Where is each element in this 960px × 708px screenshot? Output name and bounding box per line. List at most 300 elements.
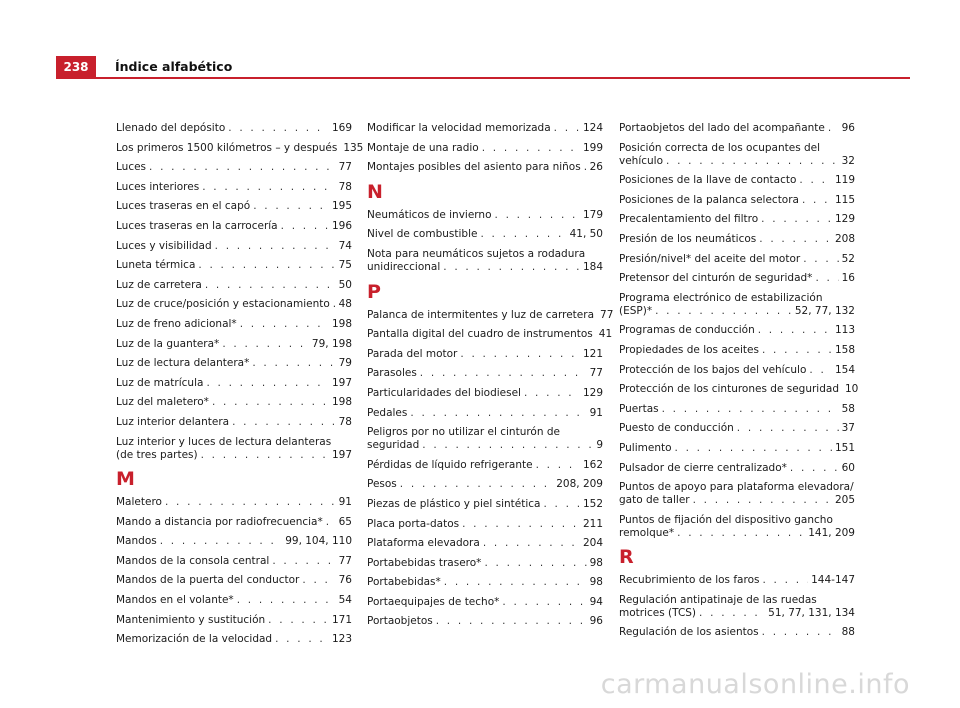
entry-pages: 77 <box>338 554 352 567</box>
entry-text: Programas de conducción <box>619 324 755 337</box>
index-entry <box>116 141 364 155</box>
dot-leader <box>502 596 586 609</box>
entry-text: Mandos en el volante* <box>116 594 234 607</box>
entry-line <box>367 518 603 531</box>
index-entry <box>619 142 855 168</box>
entry-text-first-line: Luz interior y luces de lectura delanteras <box>116 435 332 448</box>
index-entry <box>367 228 603 241</box>
dot-leader <box>201 449 329 462</box>
dot-leader <box>240 318 329 331</box>
entry-text: Regulación de los asientos <box>619 626 759 639</box>
entry-line <box>619 462 855 475</box>
entry-pages: 195 <box>331 200 352 213</box>
entry-pages: 78 <box>338 415 352 428</box>
entry-line <box>619 344 855 357</box>
dot-leader <box>799 174 832 187</box>
entry-line <box>367 615 603 628</box>
entry-line <box>116 161 352 174</box>
entry-text: remolque* <box>619 526 675 539</box>
entry-pages: 96 <box>589 615 603 628</box>
entry-pages: 88 <box>841 626 855 639</box>
index-entry <box>619 344 855 357</box>
entry-text: Recubrimiento de los faros <box>619 574 760 587</box>
index-entry <box>367 478 603 491</box>
index-entry <box>116 279 352 292</box>
entry-pages: 41, 50 <box>569 228 603 241</box>
index-column-2 <box>367 122 614 635</box>
index-entry <box>116 416 352 429</box>
entry-pages: 204 <box>582 537 603 550</box>
entry-pages: 77 <box>589 367 603 380</box>
dot-leader <box>302 574 335 587</box>
entry-pages: 129 <box>834 213 855 226</box>
entry-line <box>619 253 855 266</box>
entry-line <box>116 141 364 155</box>
entry-text: Propiedades de los aceites <box>619 343 759 356</box>
entry-pages: 75 <box>338 259 352 272</box>
watermark: carmanualsonline.info <box>600 669 910 700</box>
entry-pages: 121 <box>582 347 603 360</box>
entry-text: Pulimento <box>619 441 672 454</box>
section-letter: M <box>116 468 135 491</box>
entry-text: Precalentamiento del filtro <box>619 213 759 226</box>
entry-pages: 32 <box>841 154 855 167</box>
entry-line <box>116 357 352 370</box>
dot-leader <box>815 272 838 285</box>
dot-leader <box>272 555 335 568</box>
index-entry <box>619 626 855 639</box>
entry-pages: 79 <box>338 357 352 370</box>
dot-leader <box>584 161 587 174</box>
dot-leader <box>666 155 839 168</box>
dot-leader <box>268 614 329 627</box>
section-letter: P <box>367 280 381 303</box>
entry-text: Mandos de la puerta del conductor <box>116 574 300 587</box>
dot-leader <box>809 364 832 377</box>
entry-pages: 179 <box>582 208 603 221</box>
entry-text: Mandos de la consola central <box>116 554 270 567</box>
entry-text: Nivel de combustible <box>367 228 478 241</box>
entry-text: Portabebidas* <box>367 576 441 589</box>
entry-text-first-line: Puntos de apoyo para plataforma elevadora/ <box>619 481 854 494</box>
dot-leader <box>761 213 832 226</box>
entry-line <box>367 367 603 380</box>
index-entry <box>367 557 603 570</box>
entry-pages: 98 <box>589 556 603 569</box>
entry-pages: 135 <box>343 141 364 154</box>
index-entry <box>619 403 855 416</box>
entry-text: (de tres partes) <box>116 448 198 461</box>
index-entry <box>619 213 855 226</box>
entry-pages: 9 <box>596 439 603 452</box>
entry-line <box>619 607 855 620</box>
entry-line <box>116 633 352 646</box>
entry-line <box>619 422 855 435</box>
dot-leader <box>483 537 580 550</box>
entry-pages: 77 <box>600 308 614 321</box>
index-entry <box>116 181 352 194</box>
entry-line <box>367 439 603 452</box>
dot-leader <box>790 462 839 475</box>
entry-pages: 197 <box>331 376 352 389</box>
entry-text: Neumáticos de invierno <box>367 208 492 221</box>
index-entry <box>367 518 603 531</box>
entry-line <box>116 338 352 351</box>
dot-leader <box>206 377 329 390</box>
dot-leader <box>422 439 593 452</box>
dot-leader <box>662 403 839 416</box>
index-entry <box>116 516 352 529</box>
entry-pages: 198 <box>331 317 352 330</box>
entry-pages: 65 <box>338 515 352 528</box>
index-entry <box>367 407 603 420</box>
entry-pages: 199 <box>582 141 603 154</box>
entry-pages: 94 <box>589 595 603 608</box>
entry-line <box>116 279 352 292</box>
entry-text: Luz interior delantera <box>116 415 230 428</box>
dot-leader <box>400 478 553 491</box>
entry-line <box>619 383 859 396</box>
entry-text: Maletero <box>116 496 162 509</box>
index-entry <box>367 142 603 155</box>
index-entry <box>116 633 352 646</box>
dot-leader <box>737 422 839 435</box>
entry-text: gato de taller <box>619 494 690 507</box>
entry-text: Portaequipajes de techo* <box>367 595 500 608</box>
entry-text: Pedales <box>367 406 408 419</box>
entry-text: (ESP)* <box>619 304 653 317</box>
entry-text: Puesto de conducción <box>619 422 734 435</box>
section-letter: N <box>367 180 383 203</box>
dot-leader <box>758 324 832 337</box>
entry-pages: 113 <box>834 324 855 337</box>
entry-line <box>116 259 352 272</box>
entry-text: Pantalla digital del cuadro de instrumentos <box>367 328 593 341</box>
index-entry <box>116 357 352 370</box>
entry-text: Puertas <box>619 402 659 415</box>
entry-line <box>367 308 614 322</box>
entry-pages: 78 <box>338 180 352 193</box>
entry-pages: 198 <box>331 396 352 409</box>
dot-leader <box>160 535 282 548</box>
entry-text: motrices (TCS) <box>619 606 697 619</box>
entry-text: Portaobjetos <box>367 615 433 628</box>
entry-text: Plataforma elevadora <box>367 537 480 550</box>
index-entry <box>619 122 855 135</box>
index-entry <box>116 535 352 548</box>
index-entry <box>619 292 855 318</box>
entry-pages: 162 <box>582 458 603 471</box>
entry-line <box>619 305 855 318</box>
entry-text: Pulsador de cierre centralizado* <box>619 461 787 474</box>
entry-text: Mandos <box>116 535 157 548</box>
dot-leader <box>759 233 832 246</box>
index-entry <box>619 272 855 285</box>
entry-line <box>116 396 352 409</box>
index-entry <box>619 481 855 507</box>
entry-pages: 16 <box>841 272 855 285</box>
entry-text: Posiciones de la llave de contacto <box>619 174 797 187</box>
entry-line <box>367 407 603 420</box>
index-entry <box>367 367 603 380</box>
entry-pages: 152 <box>582 497 603 510</box>
dot-leader <box>275 633 329 646</box>
header-rule <box>56 77 910 79</box>
entry-text: Pesos <box>367 478 397 491</box>
index-entry <box>116 259 352 272</box>
entry-text-first-line: Nota para neumáticos sujetos a rodadura <box>367 247 586 260</box>
entry-pages: 208, 209 <box>556 478 603 491</box>
dot-leader <box>677 527 805 540</box>
entry-text: unidireccional <box>367 260 441 273</box>
entry-text: Montaje de una radio <box>367 141 479 154</box>
entry-text: Piezas de plástico y piel sintética <box>367 497 541 510</box>
entry-pages: 50 <box>338 278 352 291</box>
entry-pages: 26 <box>589 161 603 174</box>
index-entry <box>116 396 352 409</box>
entry-text: seguridad <box>367 439 420 452</box>
entry-line <box>367 228 603 241</box>
entry-pages: 184 <box>582 260 603 273</box>
index-entry <box>619 422 855 435</box>
dot-leader <box>202 181 335 194</box>
entry-pages: 51, 77, 131, 134 <box>768 606 855 619</box>
entry-line <box>619 272 855 285</box>
index-entry <box>367 328 613 341</box>
dot-leader <box>480 228 566 241</box>
entry-line <box>367 596 603 609</box>
entry-line <box>619 527 855 540</box>
entry-text: Modificar la velocidad memorizada <box>367 122 551 134</box>
dot-leader <box>212 396 329 409</box>
dot-leader <box>443 261 580 274</box>
entry-text: Memorización de la velocidad <box>116 633 273 646</box>
entry-pages: 169 <box>331 122 352 134</box>
entry-pages: 171 <box>331 613 352 626</box>
dot-leader <box>693 494 832 507</box>
section-letter: R <box>619 546 634 569</box>
entry-line <box>367 557 603 570</box>
entry-text: Luces y visibilidad <box>116 239 212 252</box>
entry-text: Luces <box>116 161 147 174</box>
index-entry <box>619 253 855 266</box>
index-entry <box>116 377 352 390</box>
index-entry <box>367 615 603 628</box>
entry-pages: 154 <box>834 363 855 376</box>
index-entry <box>367 248 603 274</box>
entry-line <box>116 318 352 331</box>
entry-text: Posiciones de la palanca selectora <box>619 193 799 206</box>
dot-leader <box>420 367 587 380</box>
dot-leader <box>198 259 335 272</box>
entry-text: Pretensor del cinturón de seguridad* <box>619 272 813 285</box>
index-entry <box>619 383 859 396</box>
index-entry <box>116 594 352 607</box>
entry-text-first-line: Puntos de fijación del dispositivo gancho <box>619 513 833 526</box>
entry-text: Luz de matrícula <box>116 376 204 389</box>
entry-line <box>367 261 603 274</box>
dot-leader <box>803 253 838 266</box>
entry-line <box>367 209 603 222</box>
entry-pages: 119 <box>834 174 855 187</box>
entry-line <box>116 614 352 627</box>
index-entry <box>619 514 855 540</box>
entry-line <box>116 220 352 233</box>
entry-pages: 151 <box>834 441 855 454</box>
entry-pages: 129 <box>582 386 603 399</box>
index-column-1 <box>116 122 364 653</box>
entry-text-first-line: Posición correcta de los ocupantes del <box>619 141 821 154</box>
entry-line <box>116 516 352 529</box>
index-entry <box>367 161 603 174</box>
entry-text-first-line: Regulación antipatinaje de las ruedas <box>619 593 817 606</box>
dot-leader <box>802 194 832 207</box>
index-column-3 <box>619 122 859 646</box>
entry-text: Luz de freno adicional* <box>116 317 237 330</box>
entry-text: Luces traseras en la carrocería <box>116 219 278 232</box>
page-number-badge: 238 <box>56 56 96 78</box>
index-entry <box>116 436 352 462</box>
entry-line <box>367 348 603 361</box>
index-entry <box>619 574 855 587</box>
entry-line <box>116 200 352 213</box>
entry-pages: 115 <box>834 193 855 206</box>
dot-leader <box>410 407 586 420</box>
index-entry <box>116 614 352 627</box>
index-entry <box>116 200 352 213</box>
dot-leader <box>444 576 587 589</box>
dot-leader <box>232 416 336 429</box>
index-entry <box>116 496 352 509</box>
entry-line <box>367 387 603 400</box>
dot-leader <box>536 459 580 472</box>
entry-pages: 141, 209 <box>808 526 855 539</box>
dot-leader <box>326 516 336 529</box>
entry-text-first-line: Peligros por no utilizar el cinturón de <box>367 426 560 439</box>
entry-pages: 96 <box>841 122 855 134</box>
entry-line <box>367 576 603 589</box>
dot-leader <box>333 298 336 311</box>
entry-line <box>367 142 603 155</box>
entry-pages: 98 <box>589 576 603 589</box>
entry-pages: 99, 104, 110 <box>285 535 352 548</box>
entry-pages: 54 <box>338 594 352 607</box>
entry-text: Mando a distancia por radiofrecuencia* <box>116 515 323 528</box>
dot-leader <box>205 279 336 292</box>
entry-pages: 124 <box>582 122 603 134</box>
entry-pages: 79, 198 <box>311 337 352 350</box>
entry-pages: 91 <box>589 406 603 419</box>
dot-leader <box>762 626 839 639</box>
dot-leader <box>828 122 839 135</box>
entry-line <box>619 574 855 587</box>
index-entry <box>619 233 855 246</box>
entry-text: Protección de los cinturones de seguridad <box>619 383 839 396</box>
entry-pages: 196 <box>331 219 352 232</box>
dot-leader <box>215 240 336 253</box>
entry-pages: 41 <box>598 328 613 341</box>
index-entry <box>367 537 603 550</box>
entry-line <box>116 416 352 429</box>
entry-text: Particularidades del biodiesel <box>367 386 521 399</box>
index-entry <box>367 576 603 589</box>
entry-line <box>367 328 613 341</box>
entry-text-first-line: Programa electrónico de estabilización <box>619 291 823 304</box>
entry-line <box>116 449 352 462</box>
dot-leader <box>762 344 832 357</box>
entry-text: vehículo <box>619 154 664 167</box>
entry-line <box>619 494 855 507</box>
entry-pages: 205 <box>834 494 855 507</box>
entry-text: Parada del motor <box>367 347 458 360</box>
index-entry <box>116 240 352 253</box>
entry-text: Presión/nivel* del aceite del motor <box>619 252 801 265</box>
entry-text: Luces interiores <box>116 180 200 193</box>
dot-leader <box>149 161 336 174</box>
index-entry <box>116 122 352 135</box>
index-entry <box>367 308 614 322</box>
entry-line <box>367 122 603 135</box>
entry-text: Portabebidas trasero* <box>367 556 482 569</box>
entry-pages: 211 <box>582 517 603 530</box>
dot-leader <box>281 220 329 233</box>
entry-line <box>619 155 855 168</box>
dot-leader <box>462 518 580 531</box>
dot-leader <box>554 122 580 135</box>
entry-text: Portaobjetos del lado del acompañante <box>619 122 825 134</box>
entry-line <box>367 478 603 491</box>
index-entry <box>367 122 603 135</box>
entry-line <box>619 122 855 135</box>
entry-pages: 58 <box>841 402 855 415</box>
entry-pages: 197 <box>331 448 352 461</box>
index-entry <box>116 298 352 311</box>
entry-pages: 77 <box>338 161 352 174</box>
index-entry <box>367 459 603 472</box>
index-entry <box>116 555 352 568</box>
dot-leader <box>543 498 579 511</box>
index-entry <box>619 594 855 620</box>
index-entry <box>619 174 855 187</box>
index-entry <box>116 338 352 351</box>
dot-leader <box>228 122 329 135</box>
dot-leader <box>237 594 336 607</box>
entry-line <box>619 233 855 246</box>
entry-line <box>619 442 855 455</box>
entry-line <box>619 194 855 207</box>
entry-pages: 123 <box>331 633 352 646</box>
index-entry <box>367 209 603 222</box>
index-entry <box>367 498 603 511</box>
entry-pages: 208 <box>834 232 855 245</box>
dot-leader <box>655 305 792 318</box>
entry-line <box>116 535 352 548</box>
dot-leader <box>524 387 580 400</box>
entry-line <box>116 377 352 390</box>
dot-leader <box>484 557 586 570</box>
entry-text: Montajes posibles del asiento para niños <box>367 161 581 174</box>
entry-pages: 48 <box>338 298 352 311</box>
entry-text: Luz de lectura delantera* <box>116 357 250 370</box>
entry-text: Llenado del depósito <box>116 122 226 134</box>
entry-line <box>367 498 603 511</box>
entry-text: Luz del maletero* <box>116 396 209 409</box>
entry-line <box>367 161 603 174</box>
entry-line <box>116 122 352 135</box>
entry-line <box>116 298 352 311</box>
entry-line <box>116 240 352 253</box>
entry-line <box>619 364 855 377</box>
